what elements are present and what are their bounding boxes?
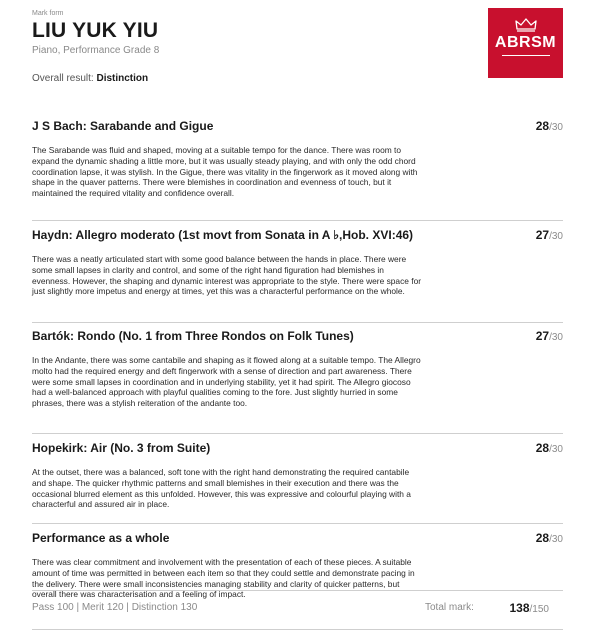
exam-subject: Piano, Performance Grade 8 [32,45,160,56]
section-title: Hopekirk: Air (No. 3 from Suite) [32,441,211,455]
logo-text: ABRSM [494,34,557,51]
header [32,10,563,84]
section-title: J S Bach: Sarabande and Gigue [32,119,214,133]
section-score: 28/30 [535,441,563,455]
overall-result-label: Overall result: [32,73,94,84]
section-comment: At the outset, there was a balanced, soft tone with the right hand demonstrating the required cantabile and shape. The quicker rhythmic patterns and small blemishes in their execution and there was the occasional blurred element as this unfolded. However, this was expressive and colourful playing with a characterful and assured air in place. [32,467,411,510]
footer [32,590,563,630]
section-score: 28/30 [535,531,563,545]
section-comment: The Sarabande was fluid and shaped, moving at a suitable tempo for the dance. There was room to expand the dynamic shading a little more, but it was usually steady playing, and with only the odd chord coordination lapse, it was stylish. In the Gigue, there was vitality in the fingerwork as it moved along with shape in the quaver patterns. There were blemishes in coordination and evenness of touch, but it maintained the required vitality and confidence overall. [32,145,418,199]
assessment-sections [32,119,563,603]
overall-result-value: Distinction [96,73,149,84]
grade-thresholds: Pass 100 | Merit 120 | Distinction 130 [32,602,198,613]
section-haydn [32,228,563,323]
section-title: Bartók: Rondo (No. 1 from Three Rondos on Folk Tunes) [32,329,354,343]
section-bach [32,119,563,221]
candidate-name: LIU YUK YIU [32,19,159,42]
section-title: Performance as a whole [32,531,170,545]
section-score: 27/30 [535,228,563,242]
section-hopekirk [32,441,563,524]
document-type: Mark form [32,10,64,17]
section-score: 28/30 [535,119,563,133]
overall-result [32,73,563,84]
section-comment: There was clear commitment and involvement with the presentation of each of these pieces. A suitable amount of time was permitted in between each item so that they could settle and demonstrate pacing in the delivery. There were small inconsistencies managing stability and clarity of quicker patterns, but overall there was characterisation and a feeling of impact. [32,557,415,600]
section-comment: In the Andante, there was some cantabile and shaping as it flowed along at a suitable tempo. The Allegro molto had the required energy and deft fingerwork with a sense of direction and part awareness. There were some small lapses in coordination and in underlying stability, yet it had spirit. The Allegro giocoso had a well-balanced approach with playful qualities coming to the fore. Just slightly hurried in some phrases, there was a stylish reiteration of the andante too. [32,355,421,409]
total-mark-label: Total mark: [425,602,474,613]
crown-icon [514,18,538,32]
logo-underline [502,55,550,56]
section-title: Haydn: Allegro moderato (1st movt from Sonata in A ♭,Hob. XVI:46) [32,228,414,242]
section-score: 27/30 [535,329,563,343]
section-comment: There was a neatly articulated start with some good balance between the hands in place. There were some small lapses in clarity and control, and some of the right hand figuration had blemishes in evenness. However, the shaping and dynamic interest was appropriate to the style. There were space for just slightly more impetus and energy at times, yet this was a characterful performance on the whole. [32,254,422,297]
section-bartok [32,329,563,434]
total-mark: 138/150 [509,601,549,615]
abrsm-logo [488,8,563,78]
